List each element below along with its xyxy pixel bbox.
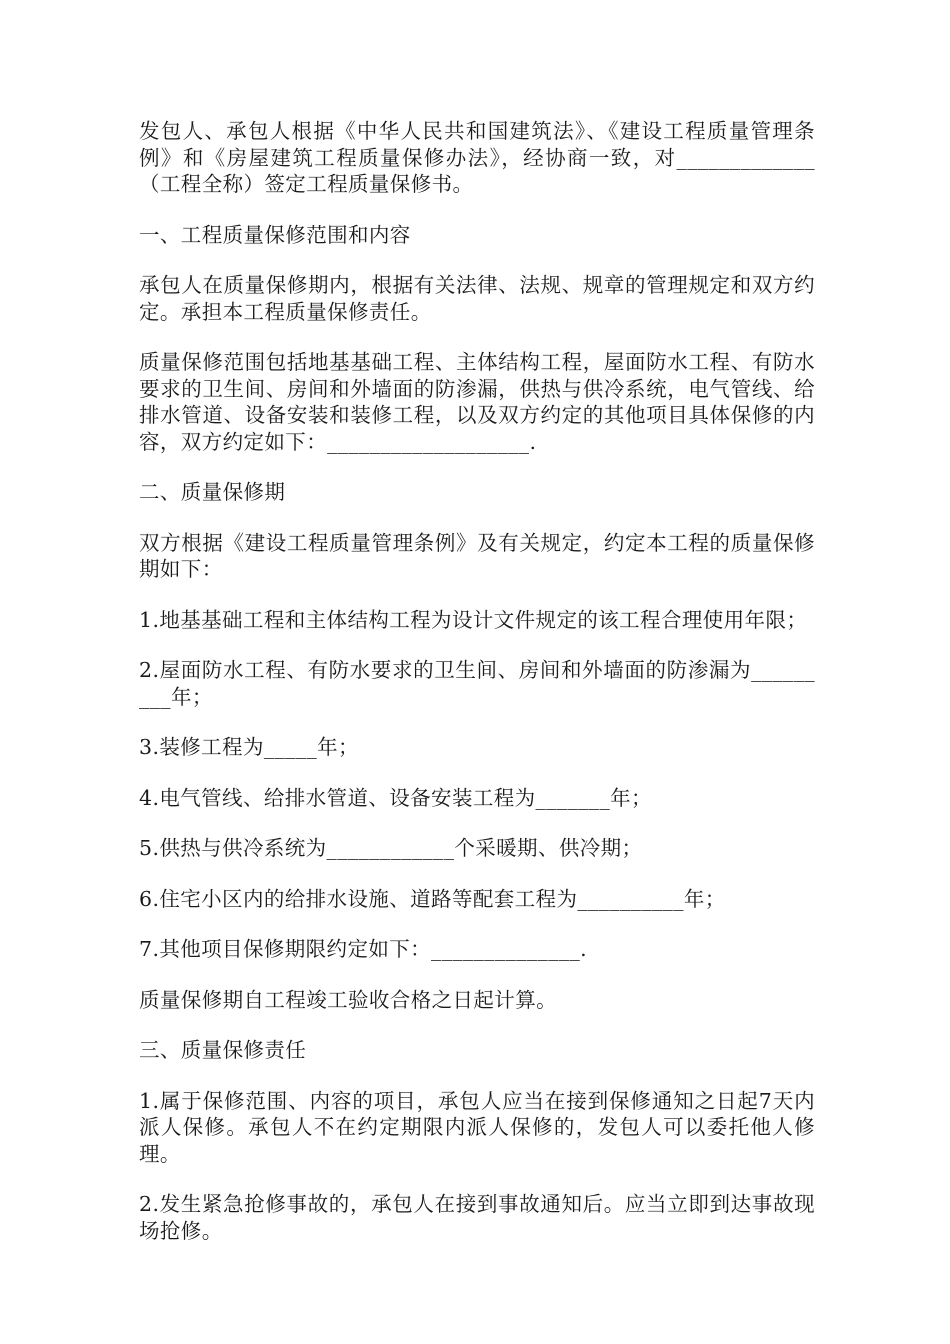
section-2-heading: 二、质量保修期	[139, 480, 286, 504]
section-3-heading: 三、质量保修责任	[139, 1038, 307, 1062]
responsibility-item-2: 2.发生紧急抢修事故的，承包人在接到事故通知后。应当立即到达事故现场抢修。	[139, 1192, 815, 1243]
section-1-paragraph-2: 质量保修范围包括地基基础工程、主体结构工程，屋面防水工程、有防水要求的卫生间、房间和外墙面的防渗漏，供热与供冷系统，电气管线、给排水管道、设备安装和装修工程，以及双方约定的其他项目具体保修的内容，双方约定如下：___________________.	[139, 350, 815, 454]
responsibility-item-1: 1.属于保修范围、内容的项目，承包人应当在接到保修通知之日起7天内派人保修。承包人不在约定期限内派人保修的，发包人可以委托他人修理。	[139, 1088, 815, 1166]
warranty-item-3: 3.装修工程为_____年；	[139, 735, 359, 759]
warranty-item-6: 6.住宅小区内的给排水设施、道路等配套工程为__________年；	[139, 886, 726, 911]
warranty-item-5: 5.供热与供冷系统为____________个采暖期、供冷期；	[139, 836, 643, 860]
warranty-item-7: 7.其他项目保修期限约定如下：______________.	[139, 937, 588, 961]
section-1-paragraph-1: 承包人在质量保修期内，根据有关法律、法规、规章的管理规定和双方约定。承担本工程质量保修责任。	[139, 273, 815, 324]
section-2-paragraph-1: 双方根据《建设工程质量管理条例》及有关规定，约定本工程的质量保修期如下：	[139, 530, 815, 581]
section-2-closing: 质量保修期自工程竣工验收合格之日起计算。	[139, 987, 557, 1012]
warranty-item-2: 2.屋面防水工程、有防水要求的卫生间、房间和外墙面的防渗漏为_________年；	[139, 658, 815, 709]
intro-paragraph: 发包人、承包人根据《中华人民共和国建筑法》、《建设工程质量管理条例》和《房屋建筑工程质量保修办法》，经协商一致，对_____________（工程全称）签定工程质量保修书。	[139, 119, 815, 196]
warranty-item-1: 1.地基基础工程和主体结构工程为设计文件规定的该工程合理使用年限；	[139, 607, 808, 632]
section-1-heading: 一、工程质量保修范围和内容	[139, 222, 411, 247]
document-body	[139, 118, 815, 1268]
warranty-item-4: 4.电气管线、给排水管道、设备安装工程为_______年；	[139, 785, 652, 810]
